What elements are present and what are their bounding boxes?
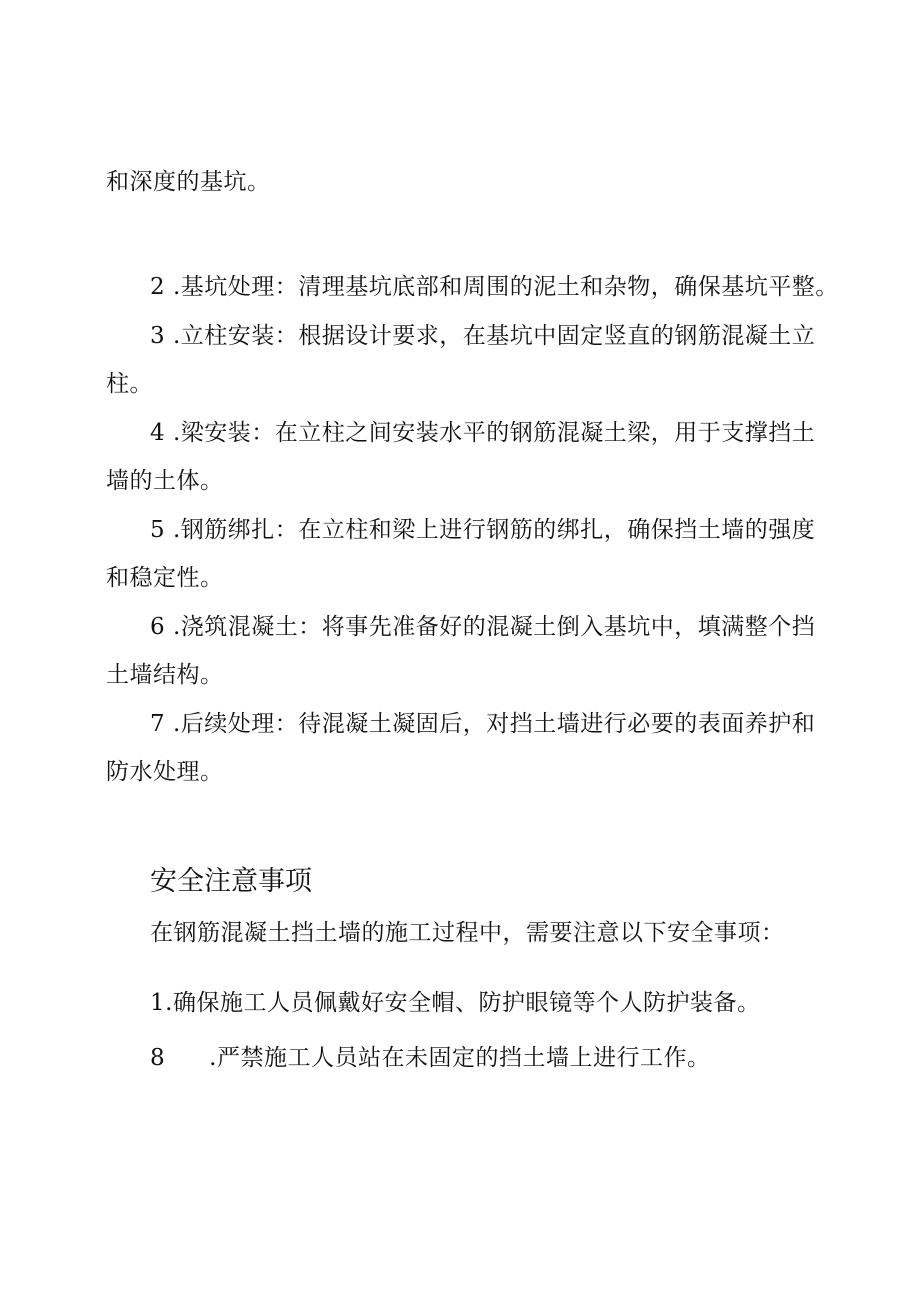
step-4-text: .梁安装：在立柱之间安装水平的钢筋混凝土梁，用于支撑挡土: [172, 420, 816, 446]
step-3-number: 3: [150, 323, 166, 349]
step-6-line-2: 土墙结构。: [106, 662, 224, 688]
safety-item-2-text: .严禁施工人员站在未固定的挡土墙上进行工作。: [209, 1045, 711, 1071]
step-6-text: .浇筑混凝土：将事先准备好的混凝土倒入基坑中，填满整个挡: [172, 614, 816, 640]
step-5-number: 5: [150, 517, 166, 543]
step-2-number: 2: [150, 274, 166, 300]
step-7-line-2: 防水处理。: [106, 759, 224, 785]
step-3-line-2: 柱。: [106, 371, 153, 397]
safety-item-2: [150, 1043, 710, 1073]
step-4-line-2: 墙的土体。: [106, 468, 224, 494]
section-heading: 安全注意事项: [150, 866, 312, 897]
step-7-line-1: [150, 709, 815, 739]
step-3-text: .立柱安装：根据设计要求，在基坑中固定竖直的钢筋混凝土立: [172, 323, 816, 349]
continuation-text: 和深度的基坑。: [106, 169, 271, 195]
step-3-line-1: [150, 321, 815, 351]
step-5-line-2: 和稳定性。: [106, 565, 224, 591]
safety-item-2-number: 8: [150, 1045, 166, 1071]
safety-intro: 在钢筋混凝土挡土墙的施工过程中，需要注意以下安全事项：: [150, 920, 785, 946]
step-5-line-1: [150, 515, 815, 545]
step-4-number: 4: [150, 420, 166, 446]
step-7-number: 7: [150, 711, 166, 737]
step-6-line-1: [150, 612, 815, 642]
step-7-text: .后续处理：待混凝土凝固后，对挡土墙进行必要的表面养护和: [172, 711, 816, 737]
step-6-number: 6: [150, 614, 166, 640]
safety-item-1: 1.确保施工人员佩戴好安全帽、防护眼镜等个人防护装备。: [150, 990, 761, 1016]
step-2-line-1: [150, 272, 839, 302]
step-2-text: .基坑处理：清理基坑底部和周围的泥土和杂物，确保基坑平整。: [172, 274, 839, 300]
step-4-line-1: [150, 418, 815, 448]
step-5-text: .钢筋绑扎：在立柱和梁上进行钢筋的绑扎，确保挡土墙的强度: [172, 517, 816, 543]
